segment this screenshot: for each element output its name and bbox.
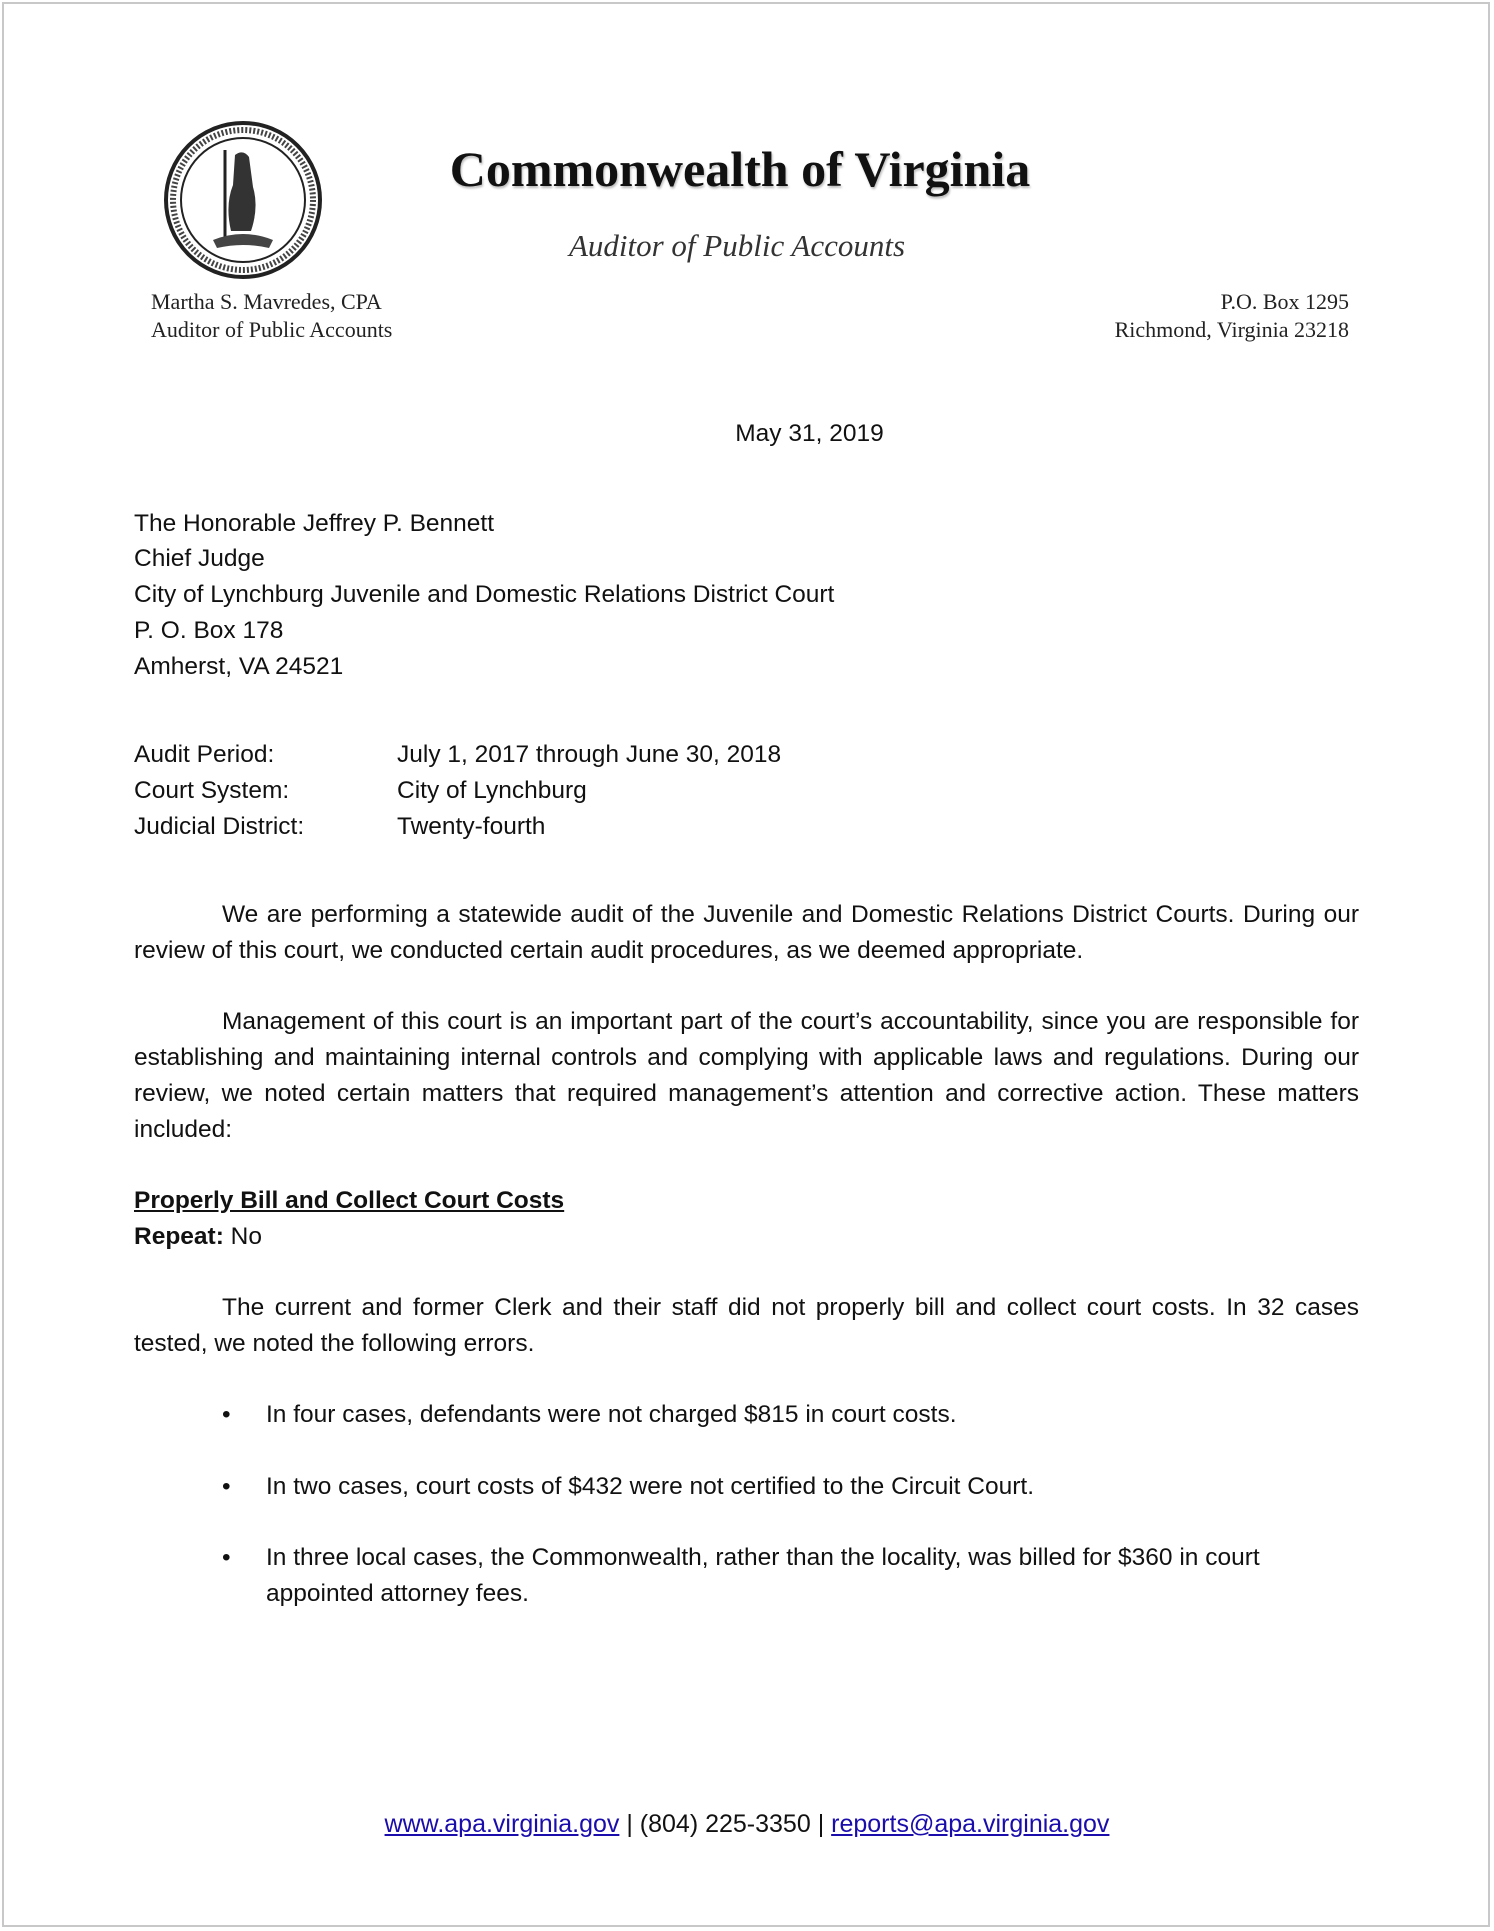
paragraph-management: Management of this court is an important part of the court’s accountability, since you are responsible for establishing and maintaining internal controls and complying with applicable laws and regulations. During our review, we noted certain matters that required management’s attention and corrective action. These matters included: [134, 1008, 1359, 1143]
recipient-line: The Honorable Jeffrey P. Bennett [134, 509, 495, 537]
repeat-label: Repeat: [134, 1222, 224, 1250]
audit-info-value: Twenty-fourth [397, 812, 546, 840]
po-box: P.O. Box 1295 [1220, 289, 1349, 314]
letter-body [134, 416, 1359, 1611]
phone-number: (804) 225-3350 [639, 1810, 811, 1838]
repeat-value: No [223, 1222, 262, 1250]
bullet-icon: • [222, 1401, 231, 1429]
auditor-name: Martha S. Mavredes, CPA [151, 289, 382, 314]
letterhead-subtitle: Auditor of Public Accounts [568, 228, 906, 263]
finding-bullet [134, 1469, 1359, 1505]
footer-separator: | [810, 1810, 832, 1838]
office-address [1115, 288, 1349, 344]
spacer [134, 1147, 1359, 1183]
bullet-text: In four cases, defendants were not charged $815 in court costs. [266, 1401, 957, 1429]
finding-heading: Properly Bill and Collect Court Costs [134, 1186, 565, 1214]
recipient-line: Amherst, VA 24521 [134, 652, 344, 680]
bullet-text: In two cases, court costs of $432 were not certified to the Circuit Court. [266, 1472, 1035, 1500]
spacer [134, 969, 1359, 1005]
audit-info-value: July 1, 2017 through June 30, 2018 [397, 741, 782, 769]
spacer [134, 684, 1359, 737]
bullet-icon: • [222, 1472, 231, 1500]
audit-info-value: City of Lynchburg [397, 776, 587, 804]
city-state: Richmond, Virginia 23218 [1114, 317, 1349, 342]
spacer [134, 1254, 1359, 1290]
bullet-text: In three local cases, the Commonwealth, rather than the locality, was billed for $360 in court appointed attorney fees. [266, 1543, 1260, 1607]
footer-separator: | [619, 1810, 640, 1838]
finding-bullet [134, 1397, 1359, 1433]
auditor-address [151, 288, 392, 344]
paragraph-intro: We are performing a statewide audit of the Juvenile and Domestic Relations District Courts. During our review of this court, we conducted certain audit procedures, as we deemed appropriate. [134, 901, 1359, 965]
bullet-icon: • [222, 1543, 231, 1571]
recipient-block [134, 506, 1359, 685]
audit-info-label: Court System: [134, 776, 290, 804]
finding-header [134, 1183, 1359, 1254]
recipient-line: City of Lynchburg Juvenile and Domestic Relations District Court [134, 581, 835, 609]
letterhead-title: Commonwealth of Virginia [449, 141, 1031, 197]
audit-info-label: Judicial District: [134, 812, 305, 840]
footer [0, 1806, 1494, 1842]
letter-date: May 31, 2019 [735, 420, 884, 447]
audit-info-label: Audit Period: [134, 741, 275, 769]
recipient-line: Chief Judge [134, 545, 265, 573]
virginia-seal-logo [163, 120, 323, 280]
auditor-title: Auditor of Public Accounts [151, 317, 393, 342]
email-link[interactable]: reports@apa.virginia.gov [831, 1810, 1110, 1838]
finding-bullet [134, 1540, 1359, 1611]
finding-intro: The current and former Clerk and their staff did not properly bill and collect court costs. In 32 cases tested, we noted the following errors. [134, 1294, 1359, 1357]
audit-info [134, 737, 1359, 844]
website-link[interactable]: www.apa.virginia.gov [384, 1810, 620, 1838]
recipient-line: P. O. Box 178 [134, 616, 284, 644]
spacer [134, 844, 1359, 897]
